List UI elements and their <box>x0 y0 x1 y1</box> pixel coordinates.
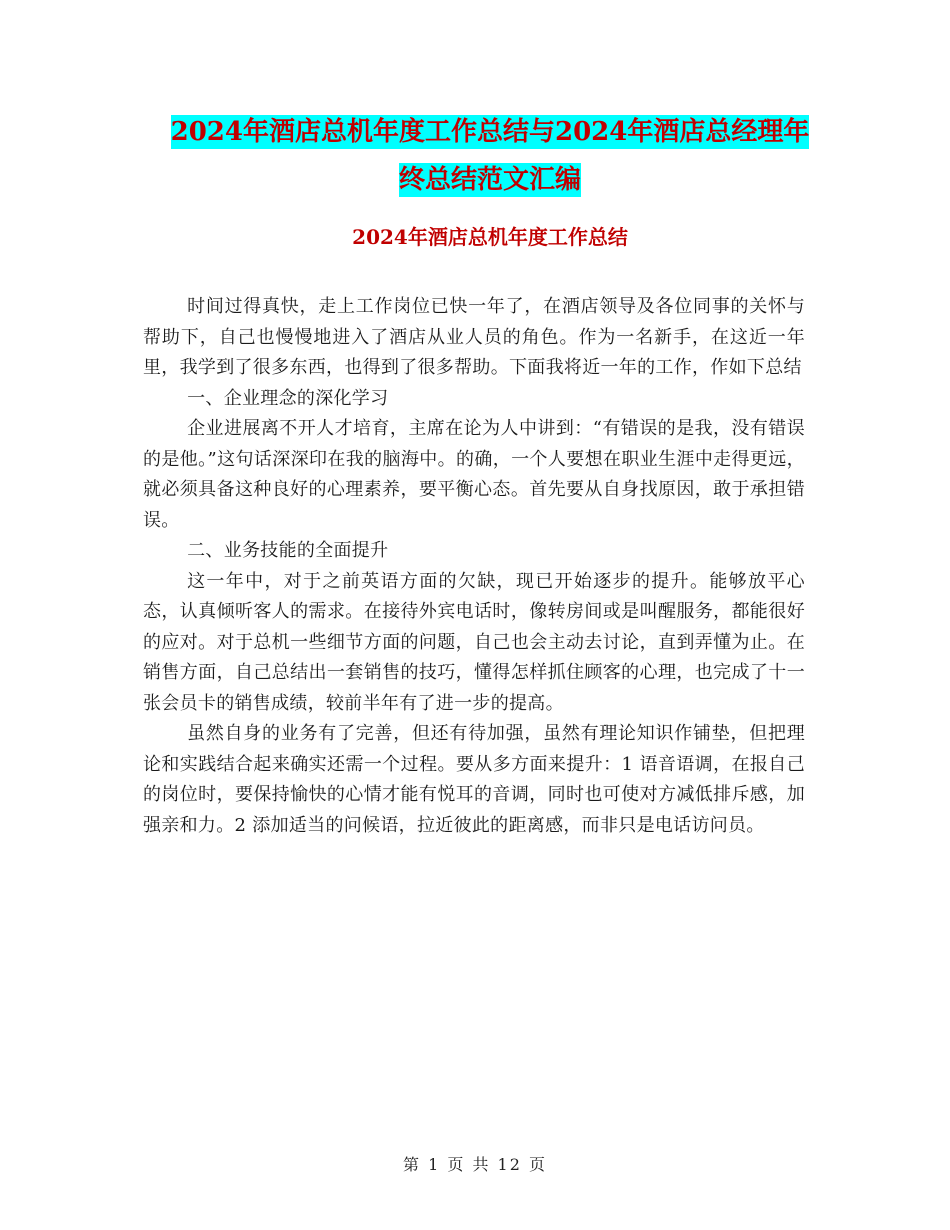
paragraph-heading: 二、业务技能的全面提升 <box>187 540 389 561</box>
paragraph: 企业进展离不开人才培育，主席在论为人中讲到：“有错误的是我，没有错误的是他。”这句话深深印在我的脑海中。的确，一个人要想在职业生涯中走得更远，就必须具备这种良好的心理素养，要平衡心态。首先要从自身找原因，敢于承担错误。 <box>143 418 805 531</box>
document-body <box>143 292 805 841</box>
section-title: 2024年酒店总机年度工作总结 <box>352 225 628 249</box>
paragraph: 虽然自身的业务有了完善，但还有待加强，虽然有理论知识作铺垫，但把理论和实践结合起来确实还需一个过程。要从多方面来提升：1 语音语调，在报自己的岗位时，要保持愉快的心情才能有悦耳的音调，同时也可使对方减低排斥感，加强亲和力。2 添加适当的问候语，拉近彼此的距离感，而非只是电话访问员。 <box>143 723 805 836</box>
paragraph: 这一年中，对于之前英语方面的欠缺，现已开始逐步的提升。能够放平心态，认真倾听客人的需求。在接待外宾电话时，像转房间或是叫醒服务，都能很好的应对。对于总机一些细节方面的问题，自己也会主动去讨论，直到弄懂为止。在销售方面，自己总结出一套销售的技巧，懂得怎样抓住顾客的心理，也完成了十一张会员卡的销售成绩，较前半年有了进一步的提高。 <box>143 570 805 714</box>
page-footer: 第 1 页 共 12 页 <box>403 1155 547 1174</box>
paragraph-heading: 一、企业理念的深化学习 <box>187 387 389 409</box>
paragraph: 时间过得真快，走上工作岗位已快一年了，在酒店领导及各位同事的关怀与帮助下，自己也慢慢地进入了酒店从业人员的角色。作为一名新手，在这近一年里，我学到了很多东西，也得到了很多帮助。下面我将近一年的工作，作如下总结 <box>143 296 805 378</box>
document-title-line2: 终总结范文汇编 <box>398 165 581 195</box>
document-title <box>140 108 840 204</box>
document-title-line1: 2024年酒店总机年度工作总结与2024年酒店总经理年 <box>170 117 810 147</box>
